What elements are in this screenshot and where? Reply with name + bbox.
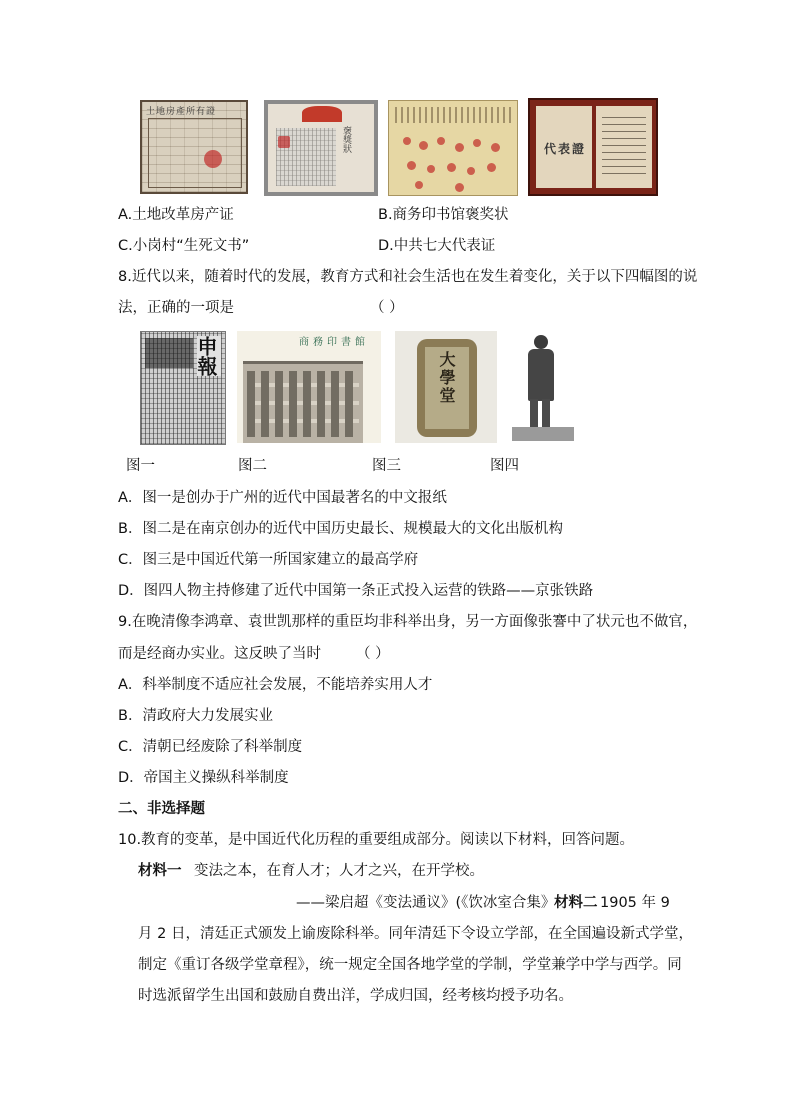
q7-option-c: C.小岗村“生死文书”	[118, 238, 250, 254]
commercial-press-building-photo	[237, 331, 381, 443]
q9-option-a: A．科举制度不适应社会发展，不能培养实用人才	[118, 677, 433, 693]
q7-option-b: B.商务印书馆褒奖状	[378, 207, 509, 223]
q8-stem-line2: 法，正确的一项是	[118, 300, 234, 316]
plaque-inscription: 大學堂	[437, 351, 456, 405]
shenbao-newspaper-photo	[140, 331, 226, 445]
material1-label: 材料一	[138, 863, 182, 879]
q9-stem-line1: 9.在晚清像李鸿章、袁世凯那样的重臣均非科举出身，另一方面像张謇中了状元也不做官，	[118, 614, 698, 630]
section-heading: 二、非选择题	[118, 801, 205, 817]
certificate-title: 土地房產所有證	[146, 107, 217, 117]
q9-option-b: B．清政府大力发展实业	[118, 708, 273, 724]
q9-option-d: D．帝国主义操纵科举制度	[118, 770, 289, 786]
q9-option-c: C．清朝已经废除了科举制度	[118, 739, 303, 755]
material2-line3: 制定《重订各级学堂章程》，统一规定全国各地学堂的学制，学堂兼学中学与西学。同	[138, 957, 682, 973]
q8-answer-blank: （ ）	[370, 300, 404, 316]
q8-option-b: B．图二是在南京创办的近代中国历史最长、规模最大的文化出版机构	[118, 521, 563, 537]
xiaogang-contract-photo	[388, 100, 518, 196]
cpc-7th-congress-card-photo	[528, 98, 658, 196]
q10-stem: 10.教育的变革，是中国近代化历程的重要组成部分。阅读以下材料，回答问题。	[118, 832, 635, 848]
material2-date-start: 1905 年 9	[600, 895, 670, 911]
material1-text: 变法之本，在育人才；人才之兴，在开学校。	[194, 863, 484, 879]
q8-option-a: A．图一是创办于广州的近代中国最著名的中文报纸	[118, 490, 447, 506]
q8-option-d: D．图四人物主持修建了近代中国第一条正式投入运营的铁路——京张铁路	[118, 583, 594, 599]
q8-option-c: C．图三是中国近代第一所国家建立的最高学府	[118, 552, 419, 568]
building-sign: 商務印書館	[299, 337, 369, 348]
award-title: 褒獎狀	[341, 126, 351, 153]
q8-stem-line1: 8.近代以来，随着时代的发展，教育方式和社会生活也在发生着变化，关于以下四幅图的说	[118, 269, 698, 285]
q9-stem-line2: 而是经商办实业。这反映了当时	[118, 646, 321, 662]
card-title: 代表證	[544, 142, 587, 156]
commercial-press-award-photo	[264, 100, 378, 196]
material2-line2: 月 2 日，清廷正式颁发上谕废除科举。同年清廷下令设立学部，在全国遍设新式学堂，	[138, 926, 693, 942]
material1-source: ——梁启超《变法通议》(《饮冰室合集》	[296, 895, 556, 911]
newspaper-masthead: 申報	[197, 336, 221, 376]
land-reform-certificate-photo	[140, 100, 248, 194]
material2-line4: 时选派留学生出国和鼓励自费出洋，学成归国，经考核均授予功名。	[138, 988, 573, 1004]
material2-label: 材料二	[554, 895, 598, 911]
fig3-caption: 图三	[372, 458, 401, 474]
statue-photo	[508, 331, 578, 443]
fig4-caption: 图四	[490, 458, 519, 474]
q9-answer-blank: （ ）	[356, 646, 390, 662]
fig2-caption: 图二	[238, 458, 267, 474]
q7-option-a: A.土地改革房产证	[118, 207, 234, 223]
q7-option-d: D.中共七大代表证	[378, 238, 496, 254]
fig1-caption: 图一	[126, 458, 155, 474]
university-plaque-photo	[395, 331, 497, 443]
